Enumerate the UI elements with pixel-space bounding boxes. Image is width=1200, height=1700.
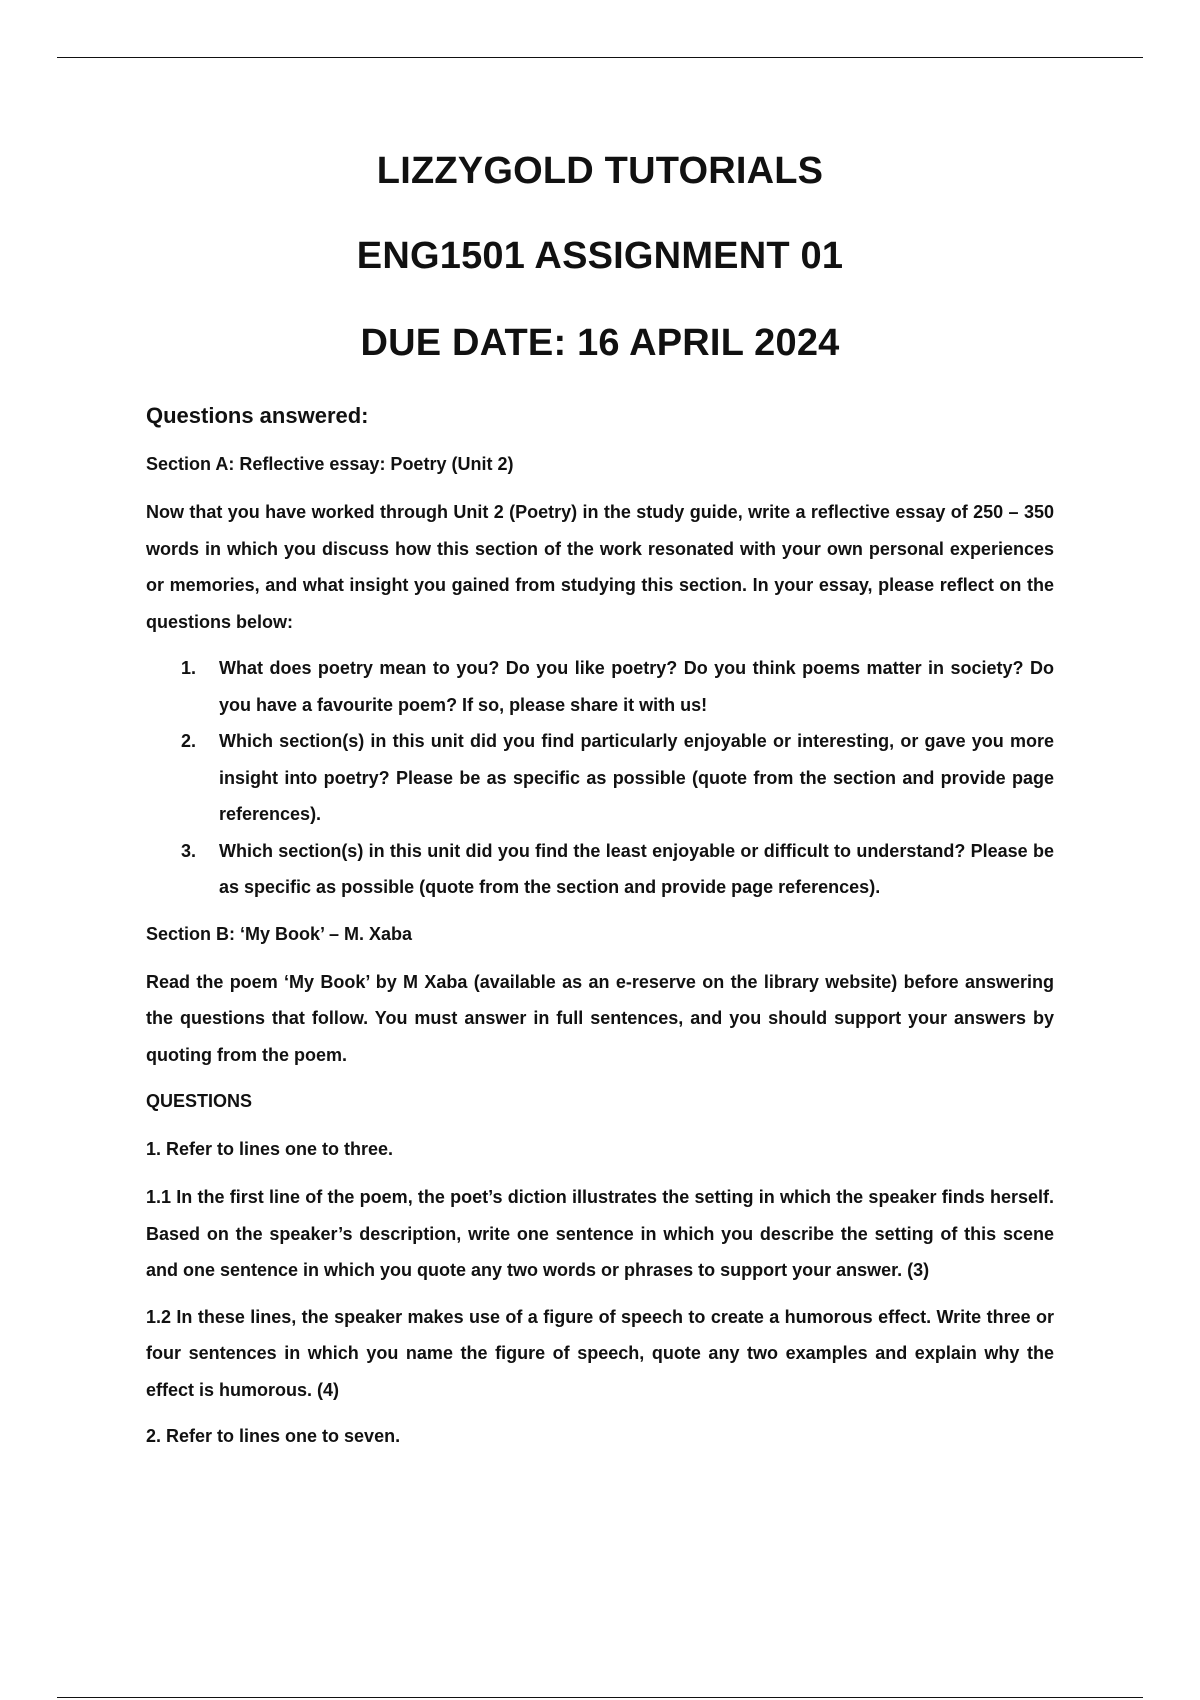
list-item bbox=[146, 650, 1054, 723]
due-date: DUE DATE: 16 APRIL 2024 bbox=[360, 322, 840, 364]
questions-answered-heading: Questions answered: bbox=[146, 403, 369, 428]
question-2: 2. Refer to lines one to seven. bbox=[146, 1426, 401, 1446]
section-b-heading: Section B: ‘My Book’ – M. Xaba bbox=[146, 923, 413, 944]
list-item bbox=[146, 833, 1054, 906]
bottom-rule bbox=[57, 1697, 1143, 1698]
document-body bbox=[146, 400, 1054, 1466]
section-b-intro: Read the poem ‘My Book’ by M Xaba (available as an e-reserve on the library website) before answering the questions that follow. You must answer in full sentences, and you should support your answers by quoting from the poem. bbox=[146, 971, 1054, 1065]
top-rule bbox=[57, 57, 1143, 58]
document-title: LIZZYGOLD TUTORIALS bbox=[376, 150, 824, 192]
list-item-number: 3. bbox=[181, 840, 197, 861]
list-item-text: What does poetry mean to you? Do you like poetry? Do you think poems matter in society? Do you have a favourite poem? If so, please share it with us! bbox=[219, 658, 1054, 715]
list-item-text: Which section(s) in this unit did you find the least enjoyable or difficult to understand? Please be as specific as possible (quote from the section and provide page references). bbox=[219, 840, 1054, 897]
list-item-number: 2. bbox=[181, 731, 197, 751]
assignment-title: ENG1501 ASSIGNMENT 01 bbox=[356, 235, 844, 277]
list-item-number: 1. bbox=[181, 658, 197, 678]
list-item-text: Which section(s) in this unit did you find particularly enjoyable or interesting, or gave you more insight into poetry? Please be as specific as possible (quote from the section and provide page references). bbox=[219, 731, 1054, 824]
question-1-1: 1.1 In the first line of the poem, the poet’s diction illustrates the setting in which the speaker finds herself. Based on the speaker’s description, write one sentence in which you describe the setting of this scene and one sentence in which you quote any two words or phrases to support your answer. (3) bbox=[146, 1187, 1054, 1280]
question-1-2: 1.2 In these lines, the speaker makes use of a figure of speech to create a humorous effect. Write three or four sentences in which you name the figure of speech, quote any two examples and explain why the effect is humorous. (4) bbox=[146, 1306, 1054, 1400]
reflection-questions-list bbox=[146, 650, 1054, 906]
section-a-heading: Section A: Reflective essay: Poetry (Unit 2) bbox=[146, 454, 514, 474]
section-a-intro: Now that you have worked through Unit 2 (Poetry) in the study guide, write a reflective essay of 250 – 350 words in which you discuss how this section of the work resonated with your own personal experiences or memories, and what insight you gained from studying this section. In your essay, please reflect on the questions below: bbox=[146, 502, 1054, 632]
questions-heading: QUESTIONS bbox=[146, 1091, 253, 1111]
list-item bbox=[146, 723, 1054, 833]
question-1: 1. Refer to lines one to three. bbox=[146, 1139, 394, 1159]
